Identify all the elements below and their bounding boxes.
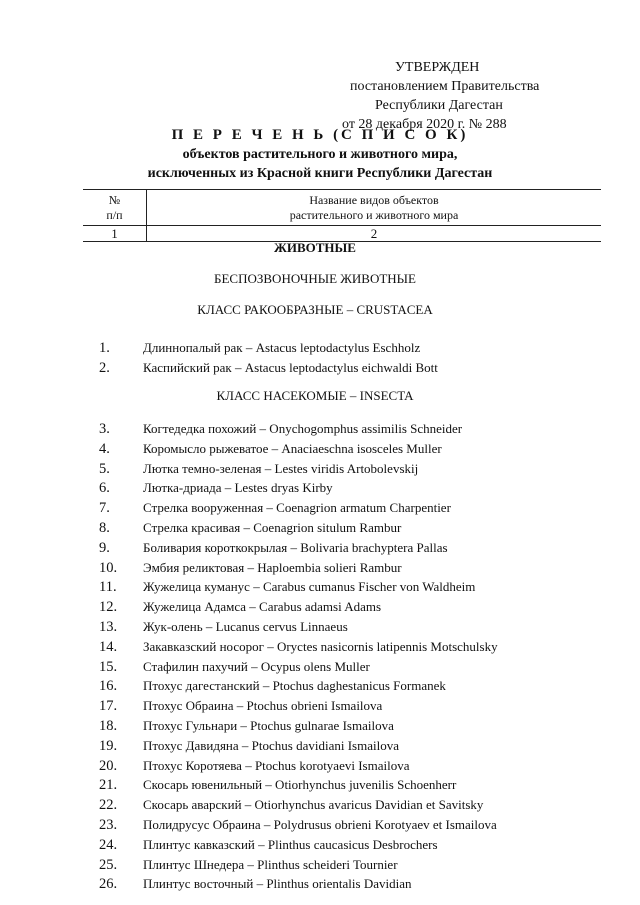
item-text: Жужелица Адамса – Carabus adamsi Adams (143, 599, 382, 615)
item-number: 14. (99, 638, 118, 655)
item-number: 11. (99, 579, 117, 596)
section-heading-insecta: КЛАСС НАСЕКОМЫЕ – INSECTA (216, 388, 414, 403)
item-number: 3. (99, 421, 110, 437)
item-text: Плинтус кавказский – Plinthus caucasicus Desbrochers (143, 836, 438, 852)
item-number: 18. (99, 718, 118, 734)
item-text: Стрелка красивая – Coenagrion situlum Rambur (143, 520, 402, 535)
item-number: 8. (99, 520, 110, 536)
header-text: № (108, 192, 121, 207)
item-text: Полидрусус Обраина – Polydrusus obrieni Korotyaev et Ismailova (143, 817, 497, 832)
header-text: растительного и животного мира (289, 207, 459, 222)
item-text: Длиннопалый рак – Astacus leptodactylus Eschholz (143, 340, 421, 355)
item-text: Эмбия реликтовая – Haploembia solieri Rambur (143, 559, 402, 575)
item-text: Птохус Гульнари – Ptochus gulnarae Ismailova (143, 718, 394, 733)
item-number: 25. (99, 856, 118, 873)
item-number: 12. (99, 599, 118, 616)
item-text: Скосарь ювенильный – Otiorhynchus juvenilis Schoenherr (143, 777, 457, 793)
column-number-2: 2 (147, 226, 602, 242)
item-text: Коромысло рыжеватое – Anaciaeschna isosceles Muller (143, 440, 442, 456)
item-text: Скосарь аварский – Otiorhynchus avaricus Davidian et Savitsky (143, 797, 484, 813)
item-text: Жук-олень – Lucanus cervus Linnaeus (143, 619, 348, 634)
item-number: 21. (99, 777, 118, 794)
item-number: 15. (99, 658, 118, 675)
item-text: Плинтус Шнедера – Plinthus scheideri Tournier (143, 856, 398, 872)
header-text: п/п (106, 207, 123, 222)
document-title: П Е Р Е Ч Е Н Ь (С П И С О К) (171, 127, 469, 143)
approval-line: от 28 декабря 2020 г. № 288 (342, 117, 507, 132)
item-text: Птохус дагестанский – Ptochus daghestanicus Formanek (143, 678, 446, 694)
item-number: 20. (99, 757, 118, 774)
approval-line: постановлением Правительства (350, 79, 540, 94)
item-number: 26. (99, 876, 118, 893)
approval-line: УТВЕРЖДЕН (395, 60, 480, 75)
section-heading-invertebrates: БЕСПОЗВОНОЧНЫЕ ЖИВОТНЫЕ (214, 271, 416, 286)
item-text: Стрелка вооруженная – Coenagrion armatum Charpentier (143, 500, 451, 516)
item-text: Когтедедка похожий – Onychogomphus assimilis Schneider (143, 421, 463, 436)
item-number: 6. (99, 480, 110, 497)
item-number: 22. (99, 797, 118, 814)
item-text: Стафилин пахучий – Ocypus olens Muller (143, 658, 370, 674)
item-number: 19. (99, 737, 118, 754)
item-text: Лютка темно-зеленая – Lestes viridis Artobolevskij (143, 460, 419, 476)
item-text: Птохус Давидяна – Ptochus davidiani Ismailova (143, 737, 399, 753)
item-number: 2. (99, 360, 110, 376)
list-header-table (83, 189, 601, 242)
item-text: Каспийский рак – Astacus leptodactylus eichwaldi Bott (143, 360, 438, 375)
document-subtitle: исключенных из Красной книги Республики Дагестан (147, 166, 493, 181)
item-number: 24. (99, 836, 118, 853)
item-number: 9. (99, 539, 110, 556)
item-text: Жужелица куманус – Carabus cumanus Fischer von Waldheim (143, 579, 476, 595)
section-heading-animals: ЖИВОТНЫЕ (274, 240, 356, 255)
item-text: Плинтус восточный – Plinthus orientalis Davidian (143, 876, 412, 892)
item-number: 16. (99, 678, 118, 695)
item-text: Боливария короткокрылая – Bolivaria brachyptera Pallas (143, 539, 448, 555)
header-cell-name (147, 190, 602, 226)
item-number: 23. (99, 817, 118, 833)
item-text: Птохус Коротяева – Ptochus korotyaevi Ismailova (143, 757, 410, 773)
approval-line: Республики Дагестан (375, 98, 503, 113)
item-number: 4. (99, 440, 110, 457)
item-number: 13. (99, 619, 118, 635)
section-heading-crustacea: КЛАСС РАКООБРАЗНЫЕ – CRUSTACEA (197, 302, 433, 317)
item-number: 5. (99, 460, 110, 477)
column-number-1: 1 (83, 226, 147, 242)
approval-block (342, 58, 592, 134)
item-number: 1. (99, 340, 110, 356)
header-cell-number (83, 190, 147, 226)
item-number: 17. (99, 698, 118, 715)
item-number: 7. (99, 500, 110, 517)
header-text: Название видов объектов (309, 192, 439, 207)
document-subtitle: объектов растительного и животного мира, (182, 147, 458, 162)
item-number: 10. (99, 559, 118, 576)
item-text: Лютка-дриада – Lestes dryas Kirby (143, 480, 333, 496)
item-text: Закавказский носорог – Oryctes nasicornis latipennis Motschulsky (143, 638, 498, 654)
item-text: Птохус Обраина – Ptochus obrieni Ismailova (143, 698, 383, 714)
